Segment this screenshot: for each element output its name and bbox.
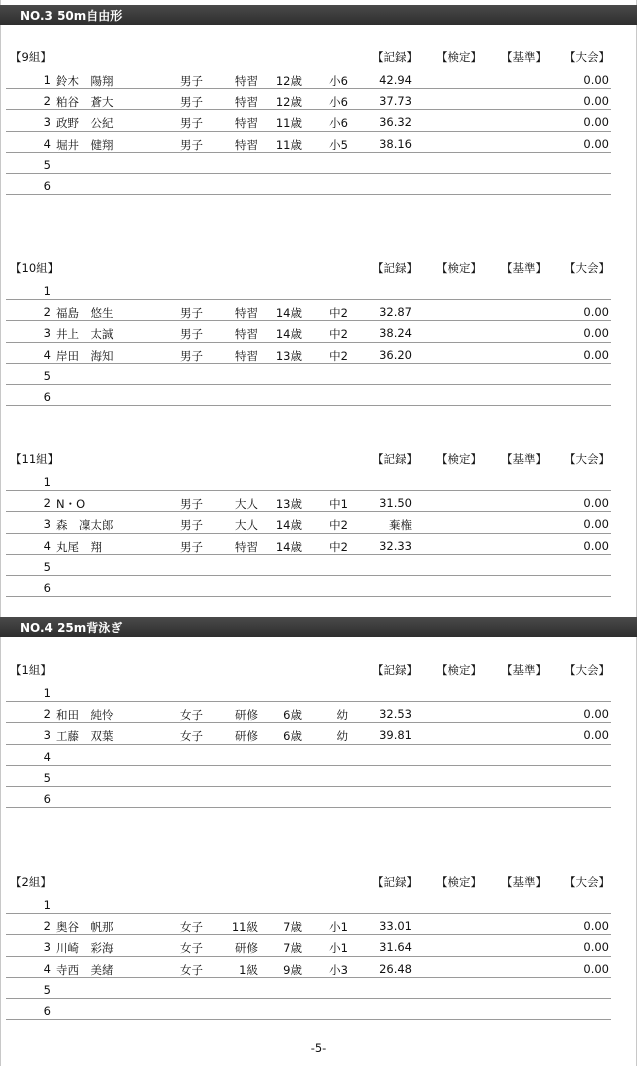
grade-cell: 中2 xyxy=(329,327,348,342)
lane-row xyxy=(0,132,637,153)
swimmer-name: 鈴木 陽翔 xyxy=(56,74,114,88)
class-cell: 特習 xyxy=(235,116,258,131)
lane-row xyxy=(0,978,637,999)
age-cell: 6歳 xyxy=(283,729,302,744)
record-header: 【記録】 xyxy=(372,663,418,677)
event-title-bar xyxy=(0,5,637,25)
meet-record-cell: 0.00 xyxy=(583,961,609,976)
meet-header: 【大会】 xyxy=(564,663,610,677)
meet-record-cell: 0.00 xyxy=(583,305,609,320)
sex-cell: 女子 xyxy=(180,962,203,977)
meet-record-cell: 0.00 xyxy=(583,347,609,362)
lane-row xyxy=(0,512,637,533)
grade-cell: 幼 xyxy=(336,729,348,744)
swimmer-name: 井上 太誠 xyxy=(56,327,114,342)
class-cell: 1級 xyxy=(239,962,258,977)
record-header: 【記録】 xyxy=(372,452,418,466)
class-cell: 研修 xyxy=(235,941,258,956)
lane-row xyxy=(0,555,637,576)
lane-number: 3 xyxy=(43,326,51,341)
lane-row xyxy=(0,89,637,110)
swimmer-name: 福島 悠生 xyxy=(56,306,114,321)
heat-label: 【2組】 xyxy=(10,875,52,889)
meet-record-cell: 0.00 xyxy=(583,919,609,934)
sex-cell: 男子 xyxy=(180,327,203,342)
age-cell: 12歳 xyxy=(275,95,302,110)
sex-cell: 女子 xyxy=(180,729,203,744)
sex-cell: 男子 xyxy=(180,518,203,533)
age-cell: 7歳 xyxy=(283,941,302,956)
swimmer-name: 堀井 健翔 xyxy=(56,137,114,152)
meet-header: 【大会】 xyxy=(564,261,610,275)
lane-row xyxy=(0,957,637,978)
record-cell: 31.50 xyxy=(379,496,412,511)
age-cell: 9歳 xyxy=(283,962,302,977)
class-cell: 特習 xyxy=(235,306,258,321)
sex-cell: 男子 xyxy=(180,306,203,321)
lane-number: 6 xyxy=(43,791,51,806)
heat-header xyxy=(0,660,637,681)
age-cell: 14歳 xyxy=(275,306,302,321)
class-cell: 研修 xyxy=(235,708,258,723)
lane-number: 5 xyxy=(43,559,51,574)
meet-record-cell: 0.00 xyxy=(583,517,609,532)
lane-row xyxy=(0,745,637,766)
sex-cell: 男子 xyxy=(180,74,203,88)
lane-row xyxy=(0,385,637,406)
sex-cell: 男子 xyxy=(180,137,203,152)
standard-header: 【基準】 xyxy=(501,663,547,677)
grade-cell: 幼 xyxy=(336,708,348,723)
grade-cell: 中2 xyxy=(329,539,348,554)
lane-number: 5 xyxy=(43,157,51,172)
grade-cell: 小6 xyxy=(329,95,348,110)
meet-header: 【大会】 xyxy=(564,50,610,64)
swimmer-name: 丸尾 翔 xyxy=(56,539,102,554)
lane-number: 3 xyxy=(43,728,51,743)
class-cell: 大人 xyxy=(235,497,258,512)
lane-row xyxy=(0,702,637,723)
meet-record-cell: 0.00 xyxy=(583,73,609,87)
sex-cell: 男子 xyxy=(180,348,203,363)
record-cell: 32.87 xyxy=(379,305,412,320)
heat-label: 【1組】 xyxy=(10,663,52,677)
swimmer-name: 奥谷 帆那 xyxy=(56,920,114,935)
lane-row xyxy=(0,576,637,597)
certification-header: 【検定】 xyxy=(436,663,482,677)
age-cell: 11歳 xyxy=(275,116,302,131)
record-cell: 38.16 xyxy=(379,136,412,151)
age-cell: 14歳 xyxy=(275,518,302,533)
heat-block xyxy=(0,872,637,1020)
lane-number: 1 xyxy=(43,898,51,912)
meet-record-cell: 0.00 xyxy=(583,940,609,955)
standard-header: 【基準】 xyxy=(501,452,547,466)
record-cell: 32.53 xyxy=(379,707,412,722)
standard-header: 【基準】 xyxy=(501,261,547,275)
meet-header: 【大会】 xyxy=(564,875,610,889)
lane-row xyxy=(0,787,637,808)
grade-cell: 中1 xyxy=(329,497,348,512)
grade-cell: 小6 xyxy=(329,116,348,131)
meet-header: 【大会】 xyxy=(564,452,610,466)
lane-number: 2 xyxy=(43,496,51,511)
age-cell: 13歳 xyxy=(275,497,302,512)
heat-label: 【11組】 xyxy=(10,452,60,466)
class-cell: 特習 xyxy=(235,95,258,110)
lane-row xyxy=(0,893,637,914)
lane-row xyxy=(0,343,637,364)
lane-row xyxy=(0,999,637,1020)
lane-number: 6 xyxy=(43,389,51,404)
record-cell: 42.94 xyxy=(379,73,412,87)
grade-cell: 小5 xyxy=(329,137,348,152)
meet-record-cell: 0.00 xyxy=(583,94,609,109)
record-cell: 33.01 xyxy=(379,919,412,934)
grade-cell: 中2 xyxy=(329,348,348,363)
age-cell: 13歳 xyxy=(275,348,302,363)
record-cell: 26.48 xyxy=(379,961,412,976)
meet-record-cell: 0.00 xyxy=(583,326,609,341)
grade-cell: 小3 xyxy=(329,962,348,977)
class-cell: 特習 xyxy=(235,137,258,152)
heat-block xyxy=(0,47,637,195)
record-cell: 36.20 xyxy=(379,347,412,362)
lane-number: 1 xyxy=(43,73,51,87)
swimmer-name: 政野 公紀 xyxy=(56,116,114,131)
lane-number: 2 xyxy=(43,94,51,109)
lane-row xyxy=(0,153,637,174)
heat-header xyxy=(0,258,637,279)
lane-number: 6 xyxy=(43,178,51,193)
lane-number: 2 xyxy=(43,707,51,722)
lane-number: 4 xyxy=(43,538,51,553)
heat-label: 【10組】 xyxy=(10,261,60,275)
lane-row xyxy=(0,174,637,195)
swimmer-name: 寺西 美緒 xyxy=(56,962,114,977)
certification-header: 【検定】 xyxy=(436,875,482,889)
swimmer-name: N・O xyxy=(56,497,86,512)
record-cell: 37.73 xyxy=(379,94,412,109)
lane-row xyxy=(0,491,637,512)
lane-number: 6 xyxy=(43,1003,51,1018)
grade-cell: 中2 xyxy=(329,306,348,321)
age-cell: 12歳 xyxy=(275,74,302,88)
sex-cell: 女子 xyxy=(180,708,203,723)
lane-row xyxy=(0,110,637,131)
lane-number: 5 xyxy=(43,368,51,383)
lane-number: 1 xyxy=(43,686,51,700)
lane-row xyxy=(0,935,637,956)
swimmer-name: 川崎 彩海 xyxy=(56,941,114,956)
standard-header: 【基準】 xyxy=(501,875,547,889)
sex-cell: 男子 xyxy=(180,95,203,110)
lane-number: 4 xyxy=(43,136,51,151)
meet-record-cell: 0.00 xyxy=(583,136,609,151)
lane-number: 5 xyxy=(43,770,51,785)
lane-number: 4 xyxy=(43,961,51,976)
lane-number: 5 xyxy=(43,982,51,997)
sex-cell: 男子 xyxy=(180,539,203,554)
lane-number: 6 xyxy=(43,580,51,595)
record-cell: 31.64 xyxy=(379,940,412,955)
certification-header: 【検定】 xyxy=(436,50,482,64)
class-cell: 特習 xyxy=(235,348,258,363)
grade-cell: 小1 xyxy=(329,941,348,956)
age-cell: 11歳 xyxy=(275,137,302,152)
lane-number: 4 xyxy=(43,749,51,764)
class-cell: 11級 xyxy=(231,920,258,935)
event-title: NO.4 25m背泳ぎ xyxy=(20,621,123,635)
lane-number: 3 xyxy=(43,940,51,955)
heat-block xyxy=(0,660,637,808)
age-cell: 6歳 xyxy=(283,708,302,723)
sex-cell: 女子 xyxy=(180,920,203,935)
swimmer-name: 粕谷 蒼大 xyxy=(56,95,114,110)
age-cell: 14歳 xyxy=(275,539,302,554)
heat-block xyxy=(0,449,637,597)
lane-row xyxy=(0,534,637,555)
lane-row xyxy=(0,681,637,702)
swimmer-name: 岸田 海知 xyxy=(56,348,114,363)
sex-cell: 男子 xyxy=(180,116,203,131)
class-cell: 特習 xyxy=(235,327,258,342)
class-cell: 特習 xyxy=(235,539,258,554)
lane-number: 1 xyxy=(43,475,51,489)
event-title: NO.3 50m自由形 xyxy=(20,9,123,23)
sex-cell: 女子 xyxy=(180,941,203,956)
class-cell: 研修 xyxy=(235,729,258,744)
record-header: 【記録】 xyxy=(372,261,418,275)
meet-record-cell: 0.00 xyxy=(583,115,609,130)
lane-row xyxy=(0,470,637,491)
age-cell: 14歳 xyxy=(275,327,302,342)
lane-row xyxy=(0,321,637,342)
lane-row xyxy=(0,723,637,744)
record-cell: 39.81 xyxy=(379,728,412,743)
sex-cell: 男子 xyxy=(180,497,203,512)
lane-row xyxy=(0,364,637,385)
meet-record-cell: 0.00 xyxy=(583,707,609,722)
heat-label: 【9組】 xyxy=(10,50,52,64)
swimmer-name: 和田 純怜 xyxy=(56,708,114,723)
swimmer-name: 工藤 双葉 xyxy=(56,729,114,744)
meet-record-cell: 0.00 xyxy=(583,496,609,511)
lane-row xyxy=(0,914,637,935)
record-header: 【記録】 xyxy=(372,50,418,64)
lane-number: 3 xyxy=(43,517,51,532)
standard-header: 【基準】 xyxy=(501,50,547,64)
page-number: -5- xyxy=(310,1041,327,1055)
grade-cell: 小6 xyxy=(329,74,348,88)
record-cell: 32.33 xyxy=(379,538,412,553)
grade-cell: 小1 xyxy=(329,920,348,935)
lane-number: 1 xyxy=(43,284,51,298)
age-cell: 7歳 xyxy=(283,920,302,935)
certification-header: 【検定】 xyxy=(436,261,482,275)
lane-row xyxy=(0,300,637,321)
record-cell: 36.32 xyxy=(379,115,412,130)
heat-block xyxy=(0,258,637,406)
record-cell: 38.24 xyxy=(379,326,412,341)
swimmer-name: 森 凜太郎 xyxy=(56,518,114,533)
lane-row xyxy=(0,766,637,787)
record-cell: 棄権 xyxy=(389,518,412,533)
heat-header xyxy=(0,47,637,68)
meet-record-cell: 0.00 xyxy=(583,728,609,743)
meet-record-cell: 0.00 xyxy=(583,538,609,553)
lane-number: 4 xyxy=(43,347,51,362)
certification-header: 【検定】 xyxy=(436,452,482,466)
lane-row xyxy=(0,279,637,300)
event-title-bar xyxy=(0,617,637,637)
class-cell: 大人 xyxy=(235,518,258,533)
heat-header xyxy=(0,449,637,470)
lane-number: 3 xyxy=(43,115,51,130)
heat-header xyxy=(0,872,637,893)
lane-row xyxy=(0,68,637,89)
record-header: 【記録】 xyxy=(372,875,418,889)
lane-number: 2 xyxy=(43,919,51,934)
lane-number: 2 xyxy=(43,305,51,320)
grade-cell: 中2 xyxy=(329,518,348,533)
class-cell: 特習 xyxy=(235,74,258,88)
